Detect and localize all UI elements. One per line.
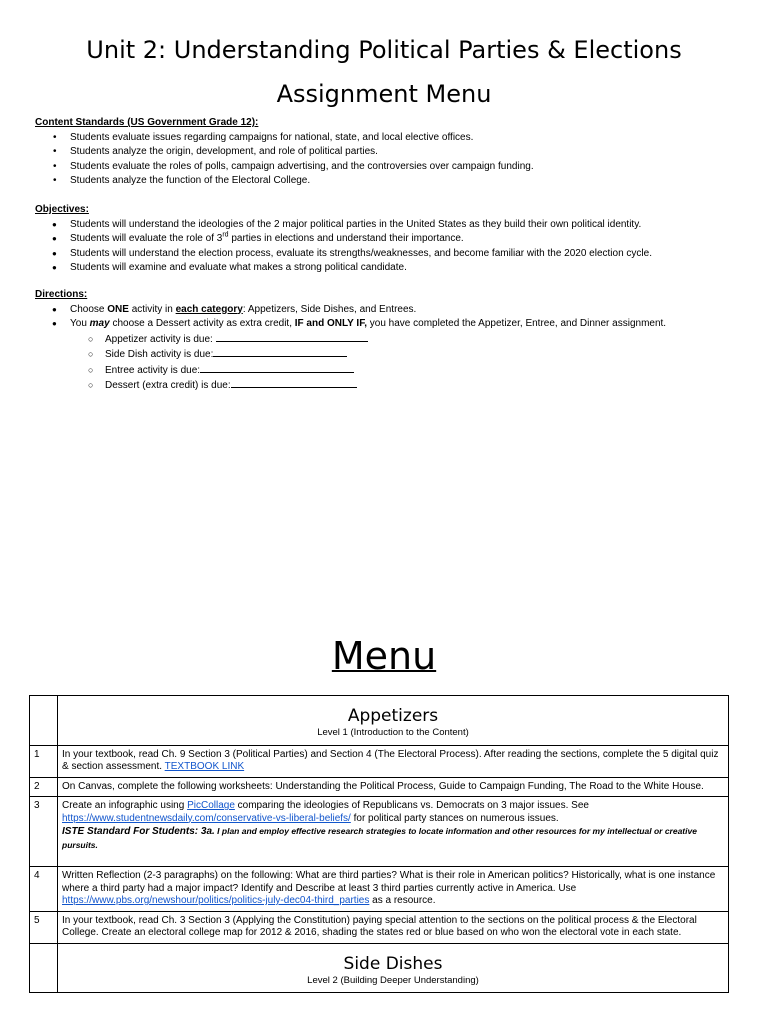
- objective-text: Students will evaluate the role of 3: [70, 233, 223, 244]
- due-date-blank: [216, 332, 368, 342]
- row-number: 2: [30, 777, 58, 797]
- direction-emphasis: ONE: [107, 303, 129, 315]
- activity-text: On Canvas, complete the following worksheets: Understanding the Political Process, Guide to Campaign Funding, The Road to the White House.: [62, 780, 704, 792]
- activity-text: In your textbook, read Ch. 9 Section 3 (Political Parties) and Section 4 (The Electoral Process). After reading the sections, complete the 5 digital quiz & section assessment.: [62, 748, 719, 772]
- content-standards-section: [35, 116, 735, 189]
- ordinal-suffix: rd: [222, 231, 229, 239]
- due-date-label: Entree activity is due:: [105, 364, 201, 376]
- list-item: • Students analyze the function of the Electoral College.: [35, 174, 735, 189]
- due-dates-list: [35, 332, 735, 394]
- direction-emphasis: may: [89, 318, 110, 329]
- activity-text: as a resource.: [369, 895, 436, 906]
- list-item: • Students evaluate the roles of polls, campaign advertising, and the controversies over campaign funding.: [35, 160, 735, 175]
- category-header-row: [30, 696, 729, 746]
- directions-list: [35, 303, 735, 332]
- objectives-section: [35, 203, 735, 276]
- category-title: Appetizers: [347, 706, 439, 726]
- list-item: ● Students will examine and evaluate what makes a strong political candidate.: [35, 261, 735, 276]
- content-standards-heading: Content Standards (US Government Grade 12):: [35, 117, 259, 128]
- category-level: Level 1 (Introduction to the Content): [317, 727, 469, 738]
- direction-emphasis: each category: [175, 303, 243, 315]
- category-header-row: [30, 943, 729, 993]
- menu-heading: [0, 634, 768, 678]
- due-date-label: Side Dish activity is due:: [105, 349, 214, 360]
- activity-text: Written Reflection (2-3 paragraphs) on the following: What are third parties? What is their role in American politics? Historically, what is one instance where a third party had a major impact? Identify and Describe at least 3 third parties currently active in America. Use: [62, 870, 716, 894]
- activity-text: Create an infographic using: [62, 800, 188, 811]
- appetizers-header-cell: [58, 696, 729, 746]
- list-item: [35, 303, 735, 318]
- content-standards-list: [35, 131, 735, 189]
- list-item: • Students analyze the origin, development, and role of political parties.: [35, 145, 735, 160]
- directions-heading: Directions:: [35, 289, 88, 300]
- menu-table: [29, 695, 729, 993]
- direction-text: : Appetizers, Side Dishes, and Entrees.: [242, 303, 417, 315]
- side-dishes-header-cell: [58, 943, 729, 993]
- row-number: 5: [30, 911, 58, 943]
- objectives-list: [35, 218, 735, 276]
- document-title: Unit 2: Understanding Political Parties & Elections: [86, 36, 682, 64]
- activity-text: comparing the ideologies of Republicans vs. Democrats on 3 major issues. See: [234, 800, 589, 811]
- activity-text: for political party stances on numerous issues.: [350, 812, 559, 824]
- activity-cell: [58, 777, 729, 797]
- row-number: 4: [30, 867, 58, 912]
- activity-cell: [58, 911, 729, 943]
- activity-cell: [58, 745, 729, 777]
- due-date-item: [35, 378, 735, 394]
- list-item: ● Students will understand the ideologies of the 2 major political parties in the United States as they build their own political identity.: [35, 218, 735, 233]
- textbook-link[interactable]: TEXTBOOK LINK: [164, 761, 245, 772]
- direction-text: activity in: [128, 303, 176, 315]
- row-number: 3: [30, 797, 58, 867]
- table-row: [30, 867, 729, 912]
- iste-standard-label: ISTE Standard For Students: 3a.: [62, 826, 215, 837]
- objectives-heading: Objectives:: [35, 204, 89, 215]
- direction-text: choose a Dessert activity as extra credit,: [109, 318, 295, 329]
- table-row: [30, 911, 729, 943]
- list-item: [35, 232, 735, 247]
- iste-standard-description: I plan and employ effective research strategies to locate information and other resources for my intellectual or creative pursuits.: [62, 826, 697, 850]
- due-date-item: [35, 347, 735, 363]
- due-date-label: Dessert (extra credit) is due:: [105, 380, 231, 391]
- direction-text: you have completed the Appetizer, Entree, and Dinner assignment.: [367, 318, 667, 329]
- due-date-blank: [200, 363, 354, 373]
- document-subtitle: Assignment Menu: [276, 80, 492, 108]
- direction-text: Choose: [70, 303, 108, 315]
- pbs-link[interactable]: https://www.pbs.org/newshour/politics/politics-july-dec04-third_parties: [62, 895, 370, 906]
- directions-section: [35, 288, 735, 394]
- activity-text: In your textbook, read Ch. 3 Section 3 (Applying the Constitution) paying special attention to the sections on the political process & the Electoral College. Create an electoral college map for 2012 & 2016, shading the states red or blue based on who won the electoral vote in each state.: [62, 914, 697, 938]
- category-level: Level 2 (Building Deeper Understanding): [307, 974, 479, 986]
- list-item: [35, 317, 735, 332]
- table-row: [30, 745, 729, 777]
- direction-emphasis: IF and ONLY IF,: [294, 318, 367, 329]
- due-date-label: Appetizer activity is due:: [105, 333, 213, 345]
- due-date-blank: [213, 347, 347, 357]
- activity-cell: [58, 797, 729, 867]
- piccollage-link[interactable]: PicCollage: [187, 800, 235, 811]
- table-row: [30, 797, 729, 867]
- due-date-item: [35, 363, 735, 379]
- list-item: • Students evaluate issues regarding campaigns for national, state, and local elective offices.: [35, 131, 735, 146]
- category-title: Side Dishes: [343, 953, 443, 974]
- objective-text: parties in elections and understand their importance.: [228, 233, 464, 244]
- row-number: 1: [30, 745, 58, 777]
- studentnewsdaily-link[interactable]: https://www.studentnewsdaily.com/conservative-vs-liberal-beliefs/: [62, 812, 351, 824]
- list-item: ● Students will understand the election process, evaluate its strengths/weaknesses, and become familiar with the 2020 election cycle.: [35, 247, 735, 262]
- direction-text: You: [70, 318, 90, 329]
- table-row: [30, 777, 729, 797]
- menu-heading-text: Menu: [331, 634, 437, 678]
- due-date-blank: [231, 378, 357, 388]
- table-cell: [30, 943, 58, 993]
- table-cell: [30, 696, 58, 746]
- due-date-item: [35, 332, 735, 348]
- activity-cell: [58, 867, 729, 912]
